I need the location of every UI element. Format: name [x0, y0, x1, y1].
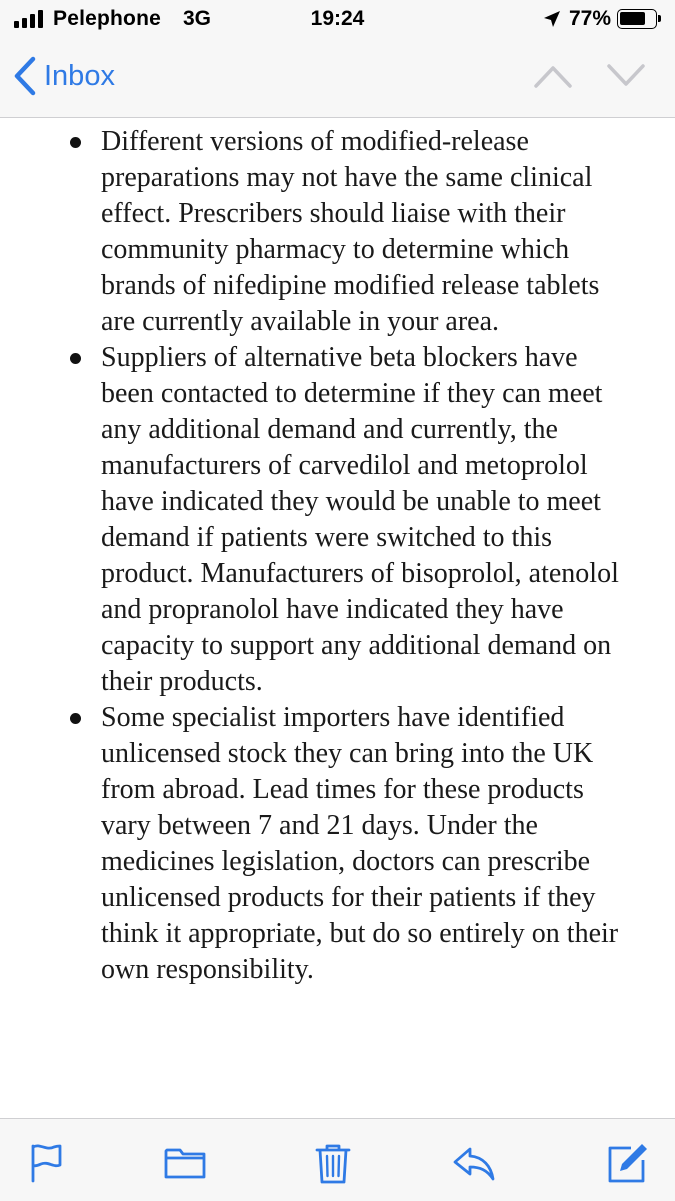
bullet-line: been contacted to determine if they can meet [101, 378, 603, 409]
message-body[interactable] [0, 118, 675, 1022]
bullet-line: product. Manufacturers of bisoprolol, atenolol [101, 558, 619, 589]
bullet-line: capacity to support any additional demand on [101, 630, 612, 661]
flag-icon [24, 1141, 68, 1185]
status-bar [0, 0, 675, 40]
bullet-dot [70, 137, 81, 148]
bullet-list [0, 124, 675, 988]
reply-icon [452, 1141, 496, 1185]
bullet-item-modified-release [0, 124, 675, 340]
bullet-line: Some specialist importers have identified [101, 702, 565, 733]
bullet-line: Suppliers of alternative beta blockers have [101, 342, 578, 373]
bullet-line: unlicensed products for their patients if they [101, 882, 596, 913]
bullet-line: unlicensed stock they can bring into the UK [101, 738, 594, 769]
bullet-line: from abroad. Lead times for these products [101, 774, 584, 805]
chevron-up-icon[interactable] [533, 62, 573, 90]
network-type: 3G [183, 7, 212, 30]
bottom-toolbar [0, 1118, 675, 1201]
bullet-line: their products. [101, 666, 263, 697]
folder-icon [163, 1141, 207, 1185]
back-label: Inbox [44, 59, 115, 92]
bullet-line: manufacturers of carvedilol and metoprolol [101, 450, 588, 481]
status-right [543, 7, 661, 31]
compose-icon [605, 1141, 649, 1185]
bullet-line: think it appropriate, but do so entirely on their [101, 918, 619, 949]
back-to-inbox-button[interactable] [12, 54, 115, 98]
bullet-line: medicines legislation, doctors can prescribe [101, 846, 591, 877]
bullet-line: community pharmacy to determine which [101, 234, 570, 265]
battery-percentage: 77% [568, 7, 611, 30]
flag-button[interactable] [24, 1141, 68, 1185]
battery-icon [617, 9, 661, 29]
bullet-line: are currently available in your area. [101, 306, 500, 337]
carrier-name: Pelephone [53, 7, 161, 30]
chevron-left-icon [12, 56, 38, 96]
bullet-line: Different versions of modified-release [101, 126, 529, 157]
bullet-item-importers [0, 700, 675, 988]
bullet-line: brands of nifedipine modified release tablets [101, 270, 600, 301]
navigation-bar [0, 40, 675, 118]
move-to-folder-button[interactable] [163, 1141, 207, 1185]
bullet-line: effect. Prescribers should liaise with their [101, 198, 566, 229]
trash-icon [311, 1141, 355, 1185]
reply-button[interactable] [452, 1141, 496, 1185]
compose-button[interactable] [605, 1141, 649, 1185]
status-time: 19:24 [310, 7, 365, 30]
bullet-line: have indicated they would be unable to meet [101, 486, 601, 517]
bullet-line: demand if patients were switched to this [101, 522, 552, 553]
bullet-line: any additional demand and currently, the [101, 414, 558, 445]
bullet-line: vary between 7 and 21 days. Under the [101, 810, 538, 841]
bullet-line: preparations may not have the same clinical [101, 162, 593, 193]
bullet-dot [70, 713, 81, 724]
bullet-line: and propranolol have indicated they have [101, 594, 564, 625]
bullet-item-beta-blockers [0, 340, 675, 700]
bullet-line: own responsibility. [101, 954, 314, 985]
chevron-down-icon[interactable] [606, 62, 646, 90]
location-arrow-icon [543, 10, 561, 28]
delete-button[interactable] [311, 1141, 355, 1185]
bullet-dot [70, 353, 81, 364]
